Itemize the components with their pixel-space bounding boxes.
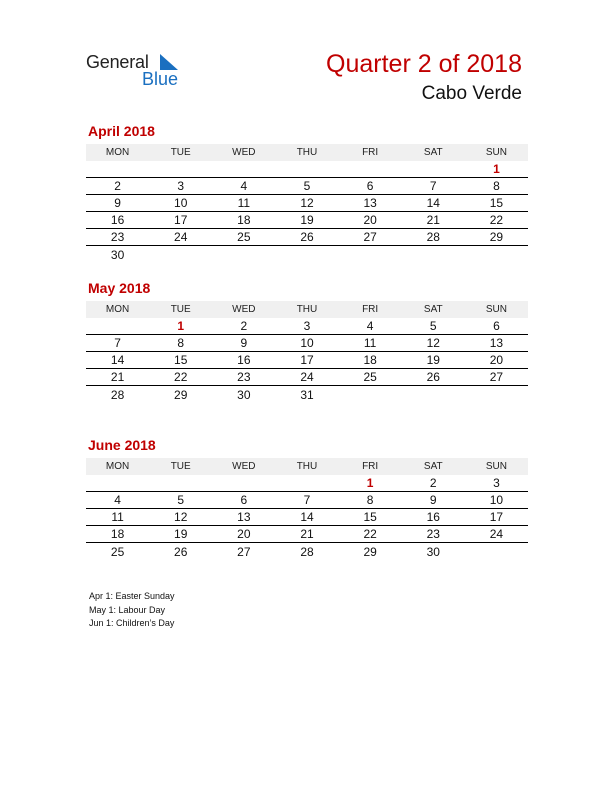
date-cell: 7 bbox=[429, 179, 437, 193]
month-title: June 2018 bbox=[88, 437, 156, 453]
date-cell: 22 bbox=[489, 213, 504, 227]
date-cell: 25 bbox=[237, 230, 251, 244]
week-row bbox=[86, 526, 528, 543]
date-cell: 23 bbox=[110, 230, 125, 244]
date-cell: 23 bbox=[426, 527, 440, 541]
date-cell: 4 bbox=[240, 179, 248, 193]
date-cell: 17 bbox=[489, 510, 504, 524]
date-cell: 12 bbox=[300, 196, 314, 210]
date-cell: 20 bbox=[363, 213, 377, 227]
date-cell: 15 bbox=[174, 353, 188, 367]
date-cell: 28 bbox=[300, 544, 314, 559]
week-row bbox=[86, 475, 528, 492]
holiday-note: May 1: Labour Day bbox=[89, 604, 166, 615]
weekday-label: FRI bbox=[362, 304, 379, 315]
week-row bbox=[86, 492, 528, 509]
date-cell: 10 bbox=[174, 196, 188, 210]
month-title: April 2018 bbox=[88, 123, 155, 139]
date-cell: 4 bbox=[366, 319, 374, 333]
date-cell: 8 bbox=[177, 336, 185, 350]
date-cell: 14 bbox=[300, 510, 314, 524]
date-cell: 26 bbox=[300, 230, 314, 244]
holiday-date-cell: 1 bbox=[177, 319, 185, 333]
weekday-label: MON bbox=[105, 304, 130, 315]
week-row bbox=[86, 369, 528, 386]
date-cell: 7 bbox=[114, 336, 121, 350]
month-title: May 2018 bbox=[88, 280, 151, 296]
date-cell: 27 bbox=[489, 370, 504, 384]
date-cell: 8 bbox=[493, 179, 500, 193]
weekday-label: TUE bbox=[170, 304, 191, 315]
weekday-label: WED bbox=[232, 304, 256, 315]
date-cell: 3 bbox=[493, 476, 500, 490]
date-cell: 18 bbox=[363, 353, 377, 367]
date-cell: 26 bbox=[426, 370, 440, 384]
date-cell: 18 bbox=[110, 527, 125, 541]
weekday-label: WED bbox=[232, 147, 256, 158]
date-cell: 29 bbox=[363, 544, 377, 559]
weekday-label: FRI bbox=[362, 147, 379, 158]
weekday-label: THU bbox=[296, 461, 318, 472]
date-cell: 28 bbox=[110, 387, 125, 402]
date-cell: 6 bbox=[493, 319, 500, 333]
date-cell: 19 bbox=[426, 353, 440, 367]
week-row bbox=[86, 195, 528, 212]
weekday-label: TUE bbox=[170, 461, 191, 472]
date-cell: 20 bbox=[489, 353, 504, 367]
weekday-label: TUE bbox=[170, 147, 191, 158]
month-calendar bbox=[86, 279, 528, 403]
holiday-note: Apr 1: Easter Sunday bbox=[89, 591, 175, 601]
date-cell: 29 bbox=[489, 230, 504, 244]
date-cell: 16 bbox=[237, 353, 251, 367]
date-cell: 27 bbox=[363, 230, 377, 244]
date-cell: 6 bbox=[240, 493, 248, 507]
date-cell: 8 bbox=[366, 493, 374, 507]
weekday-header bbox=[86, 301, 528, 318]
date-cell: 9 bbox=[240, 336, 248, 350]
week-row bbox=[86, 161, 528, 178]
date-cell: 24 bbox=[300, 370, 314, 384]
week-row bbox=[86, 212, 528, 229]
date-cell: 30 bbox=[237, 387, 251, 402]
date-cell: 18 bbox=[237, 213, 251, 227]
date-cell: 5 bbox=[177, 493, 185, 507]
logo bbox=[86, 52, 196, 92]
week-row bbox=[86, 335, 528, 352]
weekday-header bbox=[86, 144, 528, 161]
date-cell: 14 bbox=[110, 353, 125, 367]
date-cell: 24 bbox=[489, 527, 504, 541]
date-cell: 21 bbox=[110, 370, 125, 384]
week-row bbox=[86, 178, 528, 195]
weekday-label: SUN bbox=[485, 304, 507, 315]
week-row bbox=[86, 543, 528, 560]
weekday-label: SAT bbox=[423, 147, 443, 158]
holiday-date-cell: 1 bbox=[493, 162, 500, 176]
date-cell: 9 bbox=[114, 196, 121, 210]
holiday-date-cell: 1 bbox=[366, 476, 374, 490]
date-cell: 28 bbox=[426, 230, 440, 244]
date-cell: 29 bbox=[174, 387, 188, 402]
date-cell: 13 bbox=[489, 336, 504, 350]
week-row bbox=[86, 246, 528, 263]
date-cell: 30 bbox=[110, 247, 125, 262]
date-cell: 25 bbox=[363, 370, 377, 384]
week-row bbox=[86, 386, 528, 403]
date-cell: 19 bbox=[174, 527, 188, 541]
holiday-note: Jun 1: Children’s Day bbox=[89, 618, 175, 628]
weekday-label: SUN bbox=[485, 147, 507, 158]
date-cell: 22 bbox=[363, 527, 377, 541]
week-row bbox=[86, 352, 528, 369]
date-cell: 11 bbox=[363, 336, 377, 350]
weekday-label: SAT bbox=[423, 461, 443, 472]
weekday-label: MON bbox=[105, 147, 130, 158]
date-cell: 20 bbox=[237, 527, 251, 541]
date-cell: 16 bbox=[426, 510, 440, 524]
date-cell: 2 bbox=[429, 476, 437, 490]
weekday-label: FRI bbox=[362, 461, 379, 472]
date-cell: 30 bbox=[426, 544, 440, 559]
month-calendar bbox=[86, 436, 528, 560]
date-cell: 21 bbox=[426, 213, 440, 227]
date-cell: 23 bbox=[237, 370, 251, 384]
date-cell: 15 bbox=[489, 196, 504, 210]
weekday-label: THU bbox=[296, 304, 318, 315]
date-cell: 10 bbox=[489, 493, 504, 507]
date-cell: 3 bbox=[177, 179, 185, 193]
week-row bbox=[86, 318, 528, 335]
weekday-label: THU bbox=[296, 147, 318, 158]
quarter-title: Quarter 2 of 2018 bbox=[326, 50, 522, 78]
month-calendar bbox=[86, 122, 528, 263]
date-cell: 9 bbox=[429, 493, 437, 507]
date-cell: 26 bbox=[174, 544, 188, 559]
date-cell: 27 bbox=[237, 544, 251, 559]
week-row bbox=[86, 229, 528, 246]
date-cell: 15 bbox=[363, 510, 377, 524]
date-cell: 11 bbox=[237, 196, 251, 210]
date-cell: 31 bbox=[300, 387, 314, 402]
date-cell: 17 bbox=[300, 353, 314, 367]
date-cell: 19 bbox=[300, 213, 314, 227]
date-cell: 13 bbox=[363, 196, 377, 210]
date-cell: 22 bbox=[174, 370, 188, 384]
date-cell: 25 bbox=[110, 544, 125, 559]
weekday-label: SUN bbox=[485, 461, 507, 472]
date-cell: 2 bbox=[240, 319, 248, 333]
date-cell: 4 bbox=[114, 493, 121, 507]
date-cell: 10 bbox=[300, 336, 314, 350]
date-cell: 21 bbox=[300, 527, 314, 541]
date-cell: 3 bbox=[303, 319, 311, 333]
date-cell: 17 bbox=[174, 213, 188, 227]
date-cell: 24 bbox=[174, 230, 188, 244]
weekday-label: MON bbox=[105, 461, 130, 472]
date-cell: 16 bbox=[110, 213, 125, 227]
week-row bbox=[86, 509, 528, 526]
logo-general-text: General bbox=[86, 52, 149, 72]
date-cell: 12 bbox=[174, 510, 188, 524]
weekday-label: SAT bbox=[423, 304, 443, 315]
date-cell: 2 bbox=[114, 179, 121, 193]
country-name: Cabo Verde bbox=[421, 83, 522, 104]
holiday-notes bbox=[89, 590, 175, 631]
date-cell: 14 bbox=[426, 196, 440, 210]
date-cell: 12 bbox=[426, 336, 440, 350]
date-cell: 6 bbox=[366, 179, 374, 193]
date-cell: 11 bbox=[111, 510, 124, 524]
date-cell: 7 bbox=[303, 493, 311, 507]
logo-blue-text: Blue bbox=[142, 69, 179, 89]
date-cell: 5 bbox=[303, 179, 311, 193]
date-cell: 5 bbox=[429, 319, 437, 333]
date-cell: 13 bbox=[237, 510, 251, 524]
weekday-header bbox=[86, 458, 528, 475]
weekday-label: WED bbox=[232, 461, 256, 472]
